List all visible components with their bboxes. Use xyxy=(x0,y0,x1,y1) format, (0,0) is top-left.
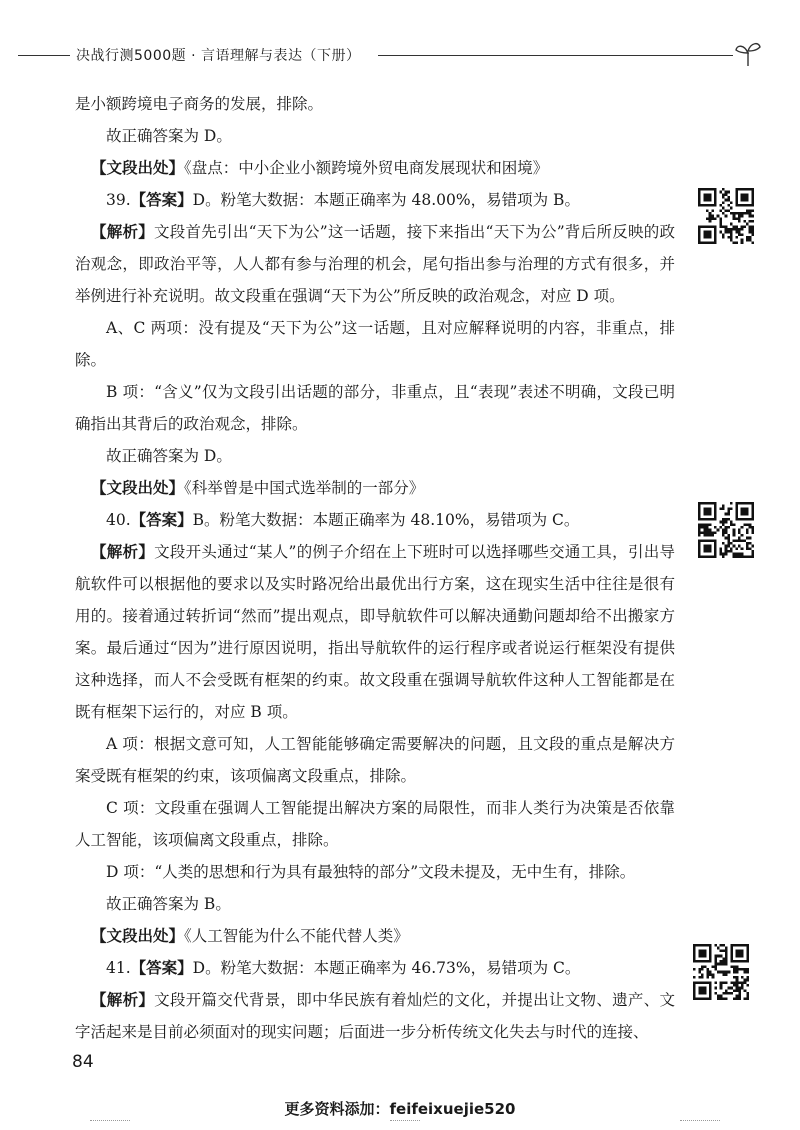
paragraph xyxy=(75,120,675,152)
section-label: 【文段出处】 xyxy=(91,159,185,177)
paragraph-text: 故正确答案为 D。 xyxy=(106,127,232,145)
paragraph-text: 《人工智能为什么不能代替人类》 xyxy=(184,927,409,945)
qr-code-icon[interactable] xyxy=(693,944,749,1000)
paragraph xyxy=(75,376,675,440)
paragraph-text: 故正确答案为 B。 xyxy=(106,895,231,913)
footer-note: 更多资料添加：feifeixuejie520 xyxy=(284,1100,516,1118)
paragraph xyxy=(75,184,675,216)
paragraph xyxy=(75,856,675,888)
paragraph-text: 《科举曾是中国式选举制的一部分》 xyxy=(184,479,425,497)
section-label: 【解析】 xyxy=(91,543,155,561)
paragraph xyxy=(75,920,675,952)
paragraph-text: C 项：文段重在强调人工智能提出解决方案的局限性，而非人类行为决策是否依靠人工智能，该项偏离文段重点，排除。 xyxy=(75,799,675,849)
sprout-icon xyxy=(734,38,762,68)
section-label: 【解析】 xyxy=(91,991,155,1009)
paragraph xyxy=(75,888,675,920)
paragraph-text: D 项：“人类的思想和行为具有最独特的部分”文段未提及，无中生有，排除。 xyxy=(106,863,636,881)
running-header xyxy=(18,40,758,70)
paragraph xyxy=(75,312,675,376)
question-number: 39. xyxy=(106,191,131,209)
paragraph-text: 文段首先引出“天下为公”这一话题，接下来指出“天下为公”背后所反映的政治观念，即政治平等，人人都有参与治理的机会，尾句指出参与治理的方式有很多，并举例进行补充说明。故文段重在强调“天下为公”所反映的政治观念，对应 D 项。 xyxy=(75,223,675,305)
paragraph xyxy=(75,504,675,536)
paragraph xyxy=(75,472,675,504)
section-label: 【答案】 xyxy=(130,959,193,977)
question-number: 41. xyxy=(106,959,131,977)
paragraph-text: B。粉笔大数据：本题正确率为 48.10%，易错项为 C。 xyxy=(192,511,580,529)
paragraph-text: A 项：根据文意可知，人工智能能够确定需要解决的问题，且文段的重点是解决方案受既有框架的约束，该项偏离文段重点，排除。 xyxy=(75,735,675,785)
paragraph xyxy=(75,152,675,184)
paragraph xyxy=(75,792,675,856)
paragraph-text: 故正确答案为 D。 xyxy=(106,447,232,465)
section-label: 【文段出处】 xyxy=(91,927,185,945)
paragraph-text: 是小额跨境电子商务的发展，排除。 xyxy=(75,95,324,113)
section-label: 【答案】 xyxy=(130,191,193,209)
paragraph-text: A、C 两项：没有提及“天下为公”这一话题，且对应解释说明的内容，非重点，排除。 xyxy=(75,319,675,369)
paragraph xyxy=(75,728,675,792)
answer-explanations xyxy=(75,88,675,1048)
paragraph xyxy=(75,88,675,120)
qr-code-icon[interactable] xyxy=(698,502,754,558)
qr-code-icon[interactable] xyxy=(698,188,754,244)
book-title: 决战行测5000题 · 言语理解与表达（下册） xyxy=(76,48,361,64)
footer-dots xyxy=(390,1120,420,1122)
header-rule-right xyxy=(378,55,733,56)
paragraph-text: 文段开头通过“某人”的例子介绍在上下班时可以选择哪些交通工具，引出导航软件可以根据他的要求以及实时路况给出最优出行方案，这在现实生活中往往是很有用的。接着通过转折词“然而”提出观点，即导航软件可以解决通勤问题却给不出搬家方案。最后通过“因为”进行原因说明，指出导航软件的运行程序或者说运行框架没有提供这种选择，而人不会受既有框架的约束。故文段重在强调导航软件这种人工智能都是在既有框架下运行的，对应 B 项。 xyxy=(75,543,675,721)
question-number: 40. xyxy=(106,511,131,529)
paragraph-text: 《盘点：中小企业小额跨境外贸电商发展现状和困境》 xyxy=(184,159,549,177)
footer-dots xyxy=(90,1120,130,1122)
header-rule-left xyxy=(18,55,70,56)
paragraph xyxy=(75,536,675,728)
footer-dots xyxy=(680,1120,720,1122)
section-label: 【文段出处】 xyxy=(91,479,185,497)
paragraph xyxy=(75,984,675,1048)
paragraph xyxy=(75,952,675,984)
paragraph-text: B 项：“含义”仅为文段引出话题的部分，非重点，且“表现”表述不明确，文段已明确指出其背后的政治观念，排除。 xyxy=(75,383,675,433)
paragraph-text: 文段开篇交代背景，即中华民族有着灿烂的文化，并提出让文物、遗产、文字活起来是目前必须面对的现实问题；后面进一步分析传统文化失去与时代的连接、 xyxy=(75,991,675,1041)
section-label: 【答案】 xyxy=(130,511,193,529)
paragraph-text: D。粉笔大数据：本题正确率为 48.00%，易错项为 B。 xyxy=(192,191,580,209)
section-label: 【解析】 xyxy=(91,223,155,241)
paragraph-text: D。粉笔大数据：本题正确率为 46.73%，易错项为 C。 xyxy=(192,959,581,977)
page-number: 84 xyxy=(72,1052,94,1072)
paragraph xyxy=(75,216,675,312)
paragraph xyxy=(75,440,675,472)
